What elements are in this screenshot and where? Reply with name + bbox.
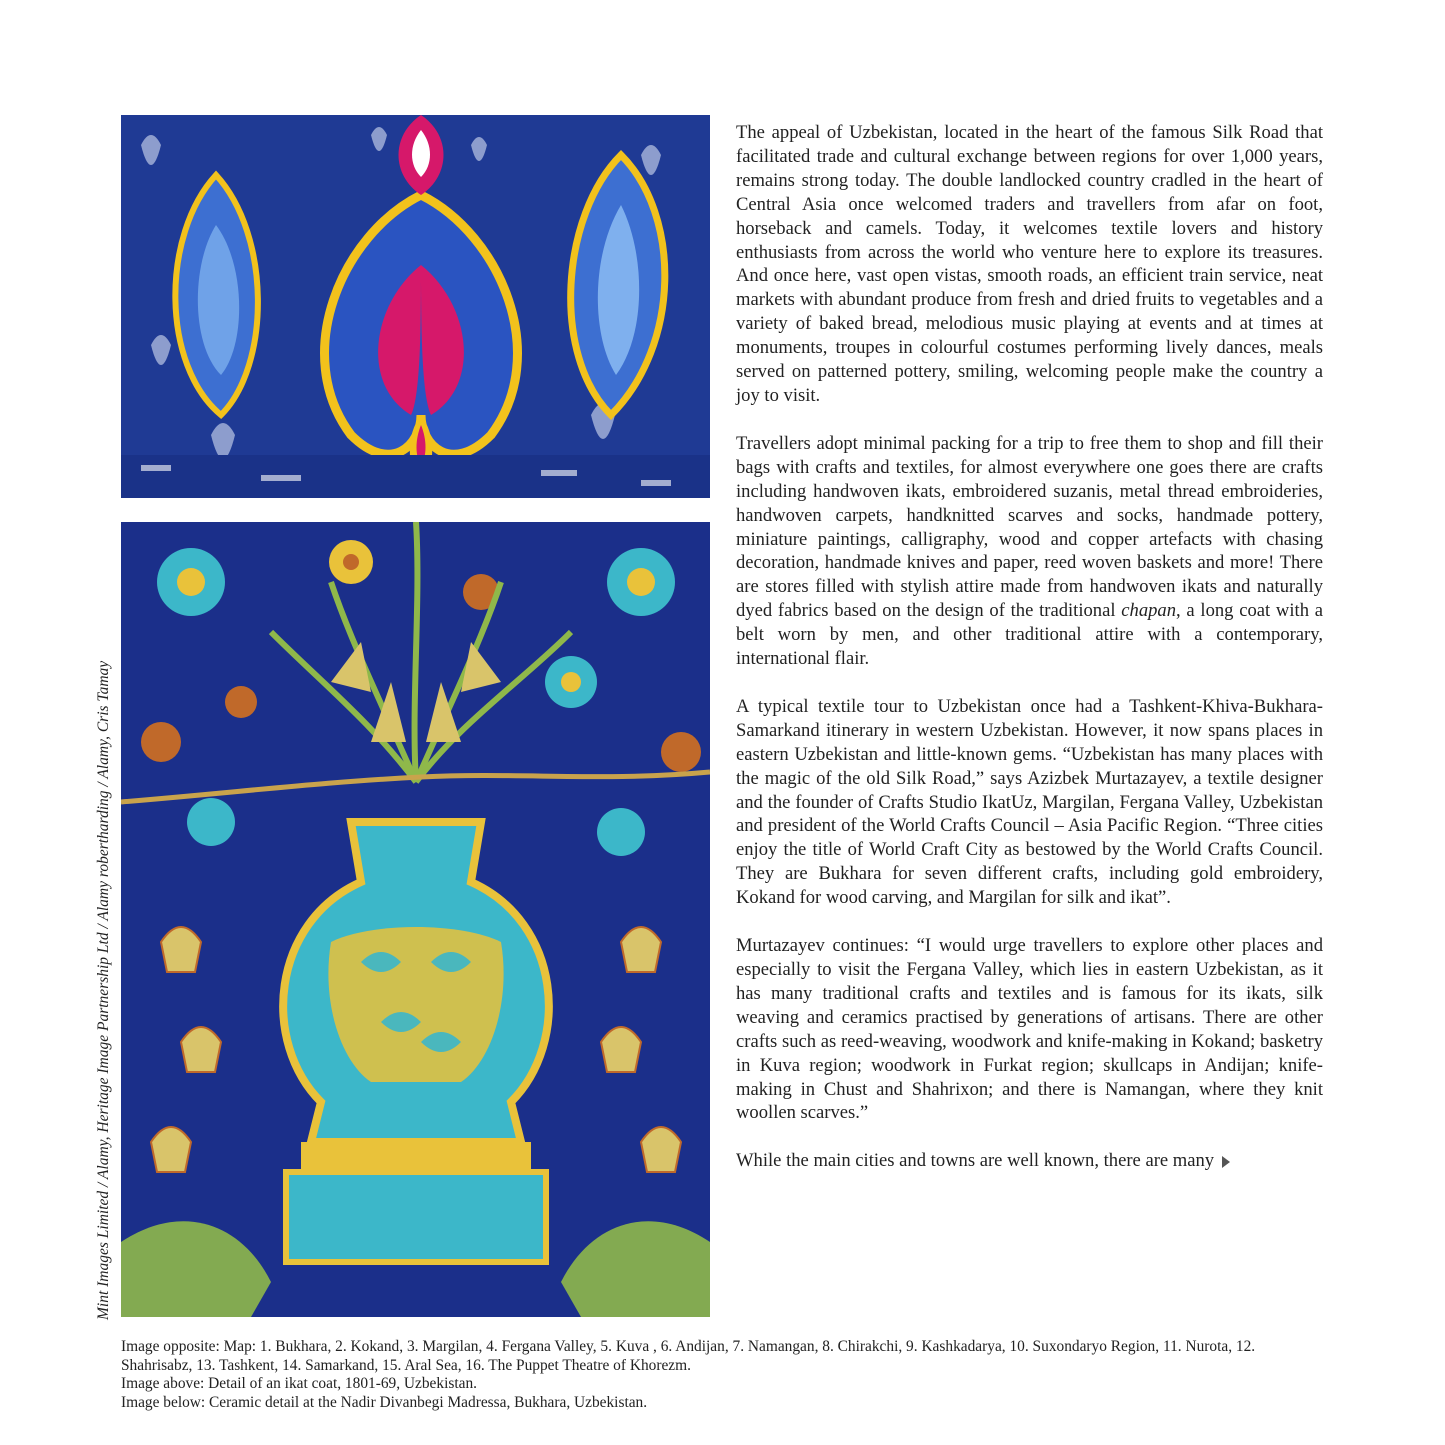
caption-below: Image below: Ceramic detail at the Nadir Divanbegi Madressa, Bukhara, Uzbekistan.: [121, 1393, 648, 1411]
paragraph-5: [736, 1149, 1323, 1173]
caption-opposite: Image opposite: Map: 1. Bukhara, 2. Kokand, 3. Margilan, 4. Fergana Valley, 5. Kuva , 6. Andijan, 7. Namangan, 8. Chirakchi, 9. Kashkadarya, 10. Suxondaryo Region, 11. Nurota, 12. Shahrisabz, 13. Tashkent, 14. Samarkand, 15. Aral Sea, 16. The Puppet Theatre of Khorezm.: [121, 1338, 1256, 1374]
paragraph-4: Murtazayev continues: “I would urge travellers to explore other places and especially to visit the Fergana Valley, which lies in eastern Uzbekistan, as it has many traditional crafts and textiles and is famous for its ikats, silk weaving and ceramics practised by generations of artisans. There are other crafts such as reed-weaving, woodwork and knife-making in Kokand; basketry in Kuva region; woodwork in Furkat region; skullcaps in Andijan; knife-making in Chust and Shahrixon; and there is Namangan, where they knit woollen scarves.”: [736, 935, 1323, 1124]
photo-credit: Mint Images Limited / Alamy, Heritage Image Partnership Ltd / Alamy robertharding / Alamy, Cris Tamay: [95, 660, 112, 1320]
paragraph-2-part-a: Travellers adopt minimal packing for a trip to free them to shop and fill their bags with crafts and textiles, for almost everywhere one goes there are crafts including handwoven ikats, embroidered suzanis, metal thread embroideries, handwoven carpets, handknitted scarves and socks, handmade pottery, miniature paintings, calligraphy, wood and copper artefacts with chasing decoration, handmade knives and paper, reed woven baskets and more! There are stores filled with stylish attire made from handwoven ikats and naturally dyed fabrics based on the design of the traditional: [736, 432, 1323, 622]
ceramic-tile-photo: [121, 522, 710, 1317]
paragraph-2-part-b: , a long coat with a belt worn by men, and other traditional attire with a contemporary, international flair.: [736, 600, 1323, 670]
paragraph-5-text: While the main cities and towns are well known, there are many: [736, 1150, 1215, 1172]
paragraph-3: A typical textile tour to Uzbekistan once had a Tashkent-Khiva-Bukhara-Samarkand itinerary in western Uzbekistan. However, it now spans places in eastern Uzbekistan and little-known gems. “Uzbekistan has many places with the magic of the old Silk Road,” says Azizbek Murtazayev, a textile designer and the founder of Crafts Studio IkatUz, Margilan, Fergana Valley, Uzbekistan and president of the World Crafts Council – Asia Pacific Region. “Three cities enjoy the title of World Craft City as bestowed by the World Crafts Council. They are Bukhara for seven different crafts, including gold embroidery, Kokand for wood carving, and Margilan for silk and ikat”.: [736, 695, 1323, 909]
caption-above: Image above: Detail of an ikat coat, 1801-69, Uzbekistan.: [121, 1375, 477, 1392]
image-captions: [121, 1338, 1323, 1412]
paragraph-2: [736, 432, 1323, 671]
chapan-term: chapan: [1121, 600, 1177, 622]
article-body: [736, 121, 1323, 1173]
paragraph-1: The appeal of Uzbekistan, located in the heart of the famous Silk Road that facilitated trade and cultural exchange between regions for over 1,000 years, remains strong today. The double landlocked country cradled in the heart of Central Asia once welcomed traders and travellers from afar on foot, horseback and camels. Today, it welcomes textile lovers and history enthusiasts from across the world who venture here to explore its treasures. And once here, vast open vistas, smooth roads, an efficient train service, neat markets with abundant produce from fresh and dried fruits to vegetables and a variety of baked bread, melodious music playing at events and at times at monuments, troupes in colourful costumes performing lively dances, meals served on patterned pottery, smiling, welcoming people make the country a joy to visit.: [736, 122, 1323, 406]
triangle-right-icon: [1222, 1156, 1230, 1168]
ceramic-vase-image: [121, 522, 710, 1317]
ikat-pattern-image: [121, 115, 710, 498]
ikat-coat-photo: [121, 115, 710, 498]
